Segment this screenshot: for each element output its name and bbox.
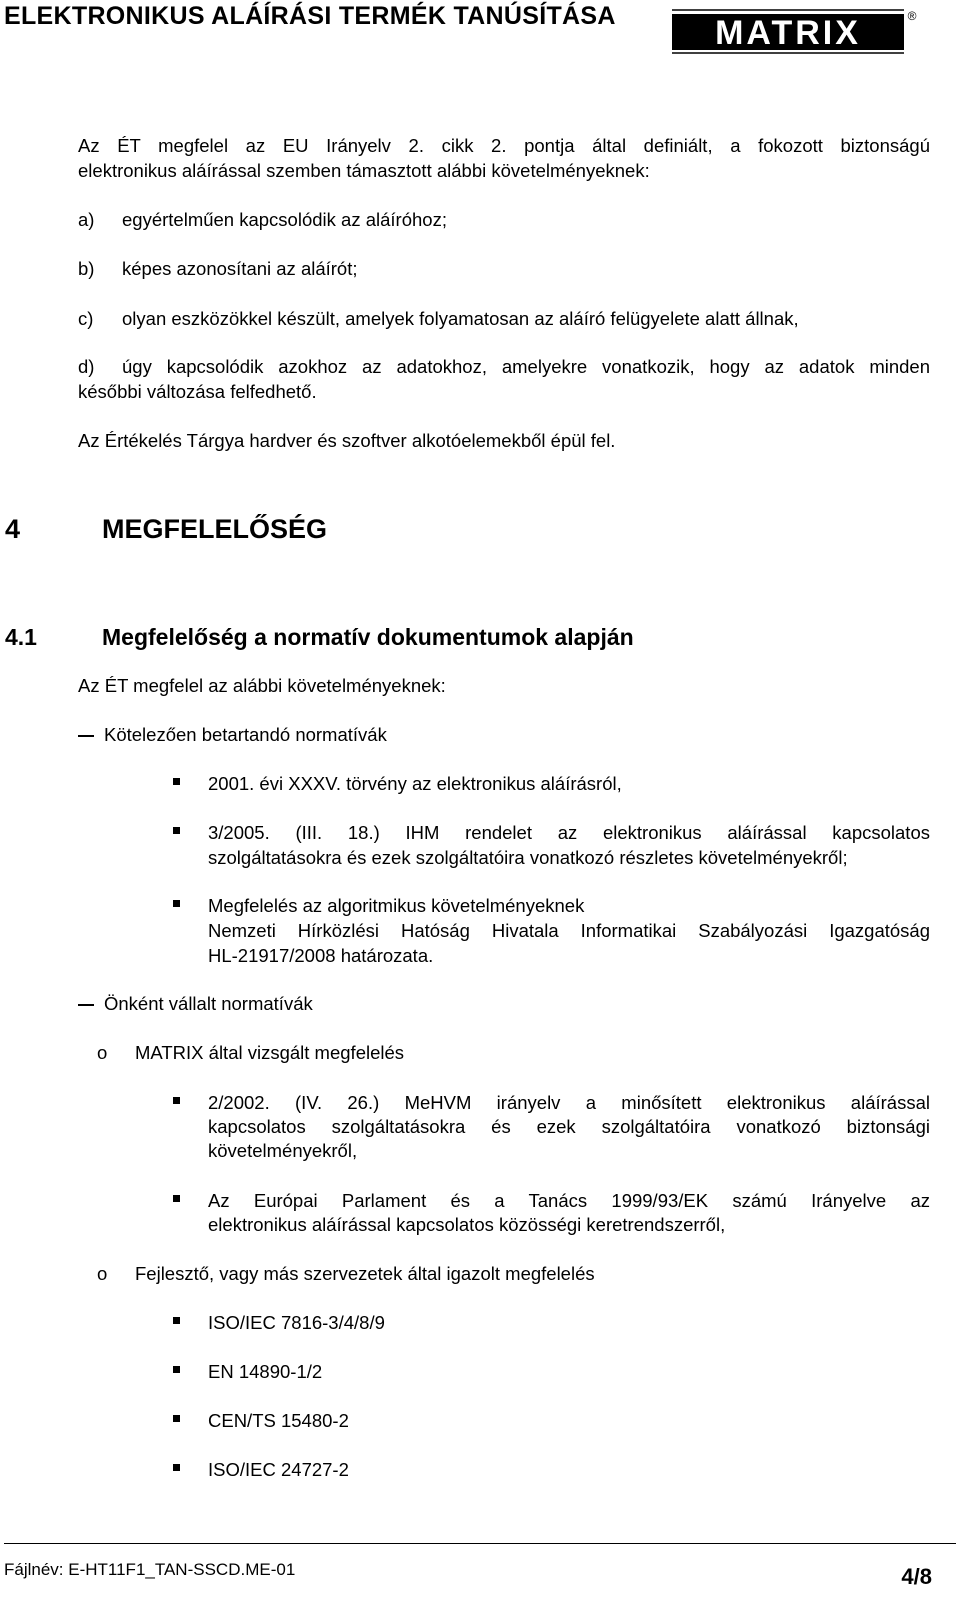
scope-text: Az Értékelés Tárgya hardver és szoftver alkotóelemekből épül fel. (78, 430, 616, 451)
mandatory-heading: Kötelezően betartandó normatívák (104, 724, 387, 745)
mandatory-item-3-line-3: HL-21917/2008 határozata. (208, 945, 434, 966)
square-bullet-icon (173, 778, 180, 785)
logo-registered-mark: ® (907, 9, 917, 23)
requirement-d-text-cont: későbbi változása felfedhető. (78, 381, 317, 402)
mandatory-item-1: 2001. évi XXXV. törvény az elektronikus aláírásról, (208, 773, 622, 794)
requirement-b-label: b) (78, 258, 95, 279)
voluntary-item-1-line-2: kapcsolatos szolgáltatásokra és ezek szolgáltatóira vonatkozó biztonsági (208, 1116, 930, 1137)
requirement-c-text: olyan eszközökkel készült, amelyek folyamatosan az aláíró felügyelete alatt állnak, (122, 308, 799, 329)
requirement-d-label: d) (78, 356, 95, 377)
requirement-a-text: egyértelműen kapcsolódik az aláíróhoz; (122, 209, 447, 230)
dash-bullet-icon (78, 735, 94, 737)
voluntary-item-4: EN 14890-1/2 (208, 1361, 323, 1382)
square-bullet-icon (173, 1366, 180, 1373)
square-bullet-icon (173, 1097, 180, 1104)
requirement-a-label: a) (78, 209, 95, 230)
requirement-c-label: c) (78, 308, 94, 329)
square-bullet-icon (173, 1317, 180, 1324)
voluntary-item-5: CEN/TS 15480-2 (208, 1410, 349, 1431)
requirement-d-text: úgy kapcsolódik azokhoz az adatokhoz, amelyekre vonatkozik, hogy az adatok minden (122, 356, 930, 377)
section-title: Megfelelőség a normatív dokumentumok alapján (102, 624, 634, 650)
voluntary-group-2-title: Fejlesztő, vagy más szervezetek által igazolt megfelelés (135, 1263, 595, 1284)
square-bullet-icon (173, 1195, 180, 1202)
mandatory-item-2-line-1: 3/2005. (III. 18.) IHM rendelet az elektronikus aláírással kapcsolatos (208, 822, 930, 843)
mandatory-item-2-line-2: szolgáltatásokra és ezek szolgáltatóira vonatkozó részletes követelményekről; (208, 847, 848, 868)
voluntary-item-2-line-2: elektronikus aláírással kapcsolatos közösségi keretrendszerről, (208, 1214, 726, 1235)
voluntary-group-1-title: MATRIX által vizsgált megfelelés (135, 1042, 405, 1063)
voluntary-item-6: ISO/IEC 24727-2 (208, 1459, 349, 1480)
voluntary-item-3: ISO/IEC 7816-3/4/8/9 (208, 1312, 385, 1333)
dash-bullet-icon (78, 1004, 94, 1006)
footer-page-number: 4/8 (901, 1564, 932, 1589)
circle-bullet-icon: o (97, 1042, 108, 1063)
section-number: 4 (5, 514, 21, 544)
voluntary-item-1-line-1: 2/2002. (IV. 26.) MeHVM irányelv a minősített elektronikus aláírással (208, 1092, 930, 1113)
mandatory-item-3-line-2: Nemzeti Hírközlési Hatóság Hivatala Informatikai Szabályozási Igazgatóság (208, 920, 930, 941)
section-number: 4.1 (5, 624, 37, 650)
intro-line-1: Az ÉT megfelel az EU Irányelv 2. cikk 2. pontja által definiált, a fokozott biztonságú (78, 135, 930, 156)
conformance-intro: Az ÉT megfelel az alábbi követelményeknek: (78, 675, 446, 696)
circle-bullet-icon: o (97, 1263, 108, 1284)
square-bullet-icon (173, 827, 180, 834)
requirement-b-text: képes azonosítani az aláírót; (122, 258, 358, 279)
voluntary-heading: Önként vállalt normatívák (104, 993, 313, 1014)
square-bullet-icon (173, 1415, 180, 1422)
square-bullet-icon (173, 900, 180, 907)
section-title: MEGFELELŐSÉG (102, 514, 328, 544)
document-header-title: ELEKTRONIKUS ALÁÍRÁSI TERMÉK TANÚSÍTÁSA (4, 2, 616, 30)
footer-divider (4, 1543, 956, 1544)
voluntary-item-1-line-3: követelményekről, (208, 1140, 358, 1161)
intro-line-2: elektronikus aláírással szemben támasztott alábbi követelményeknek: (78, 160, 650, 181)
voluntary-item-2-line-1: Az Európai Parlament és a Tanács 1999/93/EK számú Irányelve az (208, 1190, 930, 1211)
footer-filename: Fájlnév: E-HT11F1_TAN-SSCD.ME-01 (4, 1560, 296, 1579)
logo-text: MATRIX (715, 14, 861, 52)
square-bullet-icon (173, 1464, 180, 1471)
matrix-logo (672, 4, 922, 59)
mandatory-item-3-line-1: Megfelelés az algoritmikus követelményeknek (208, 895, 585, 916)
